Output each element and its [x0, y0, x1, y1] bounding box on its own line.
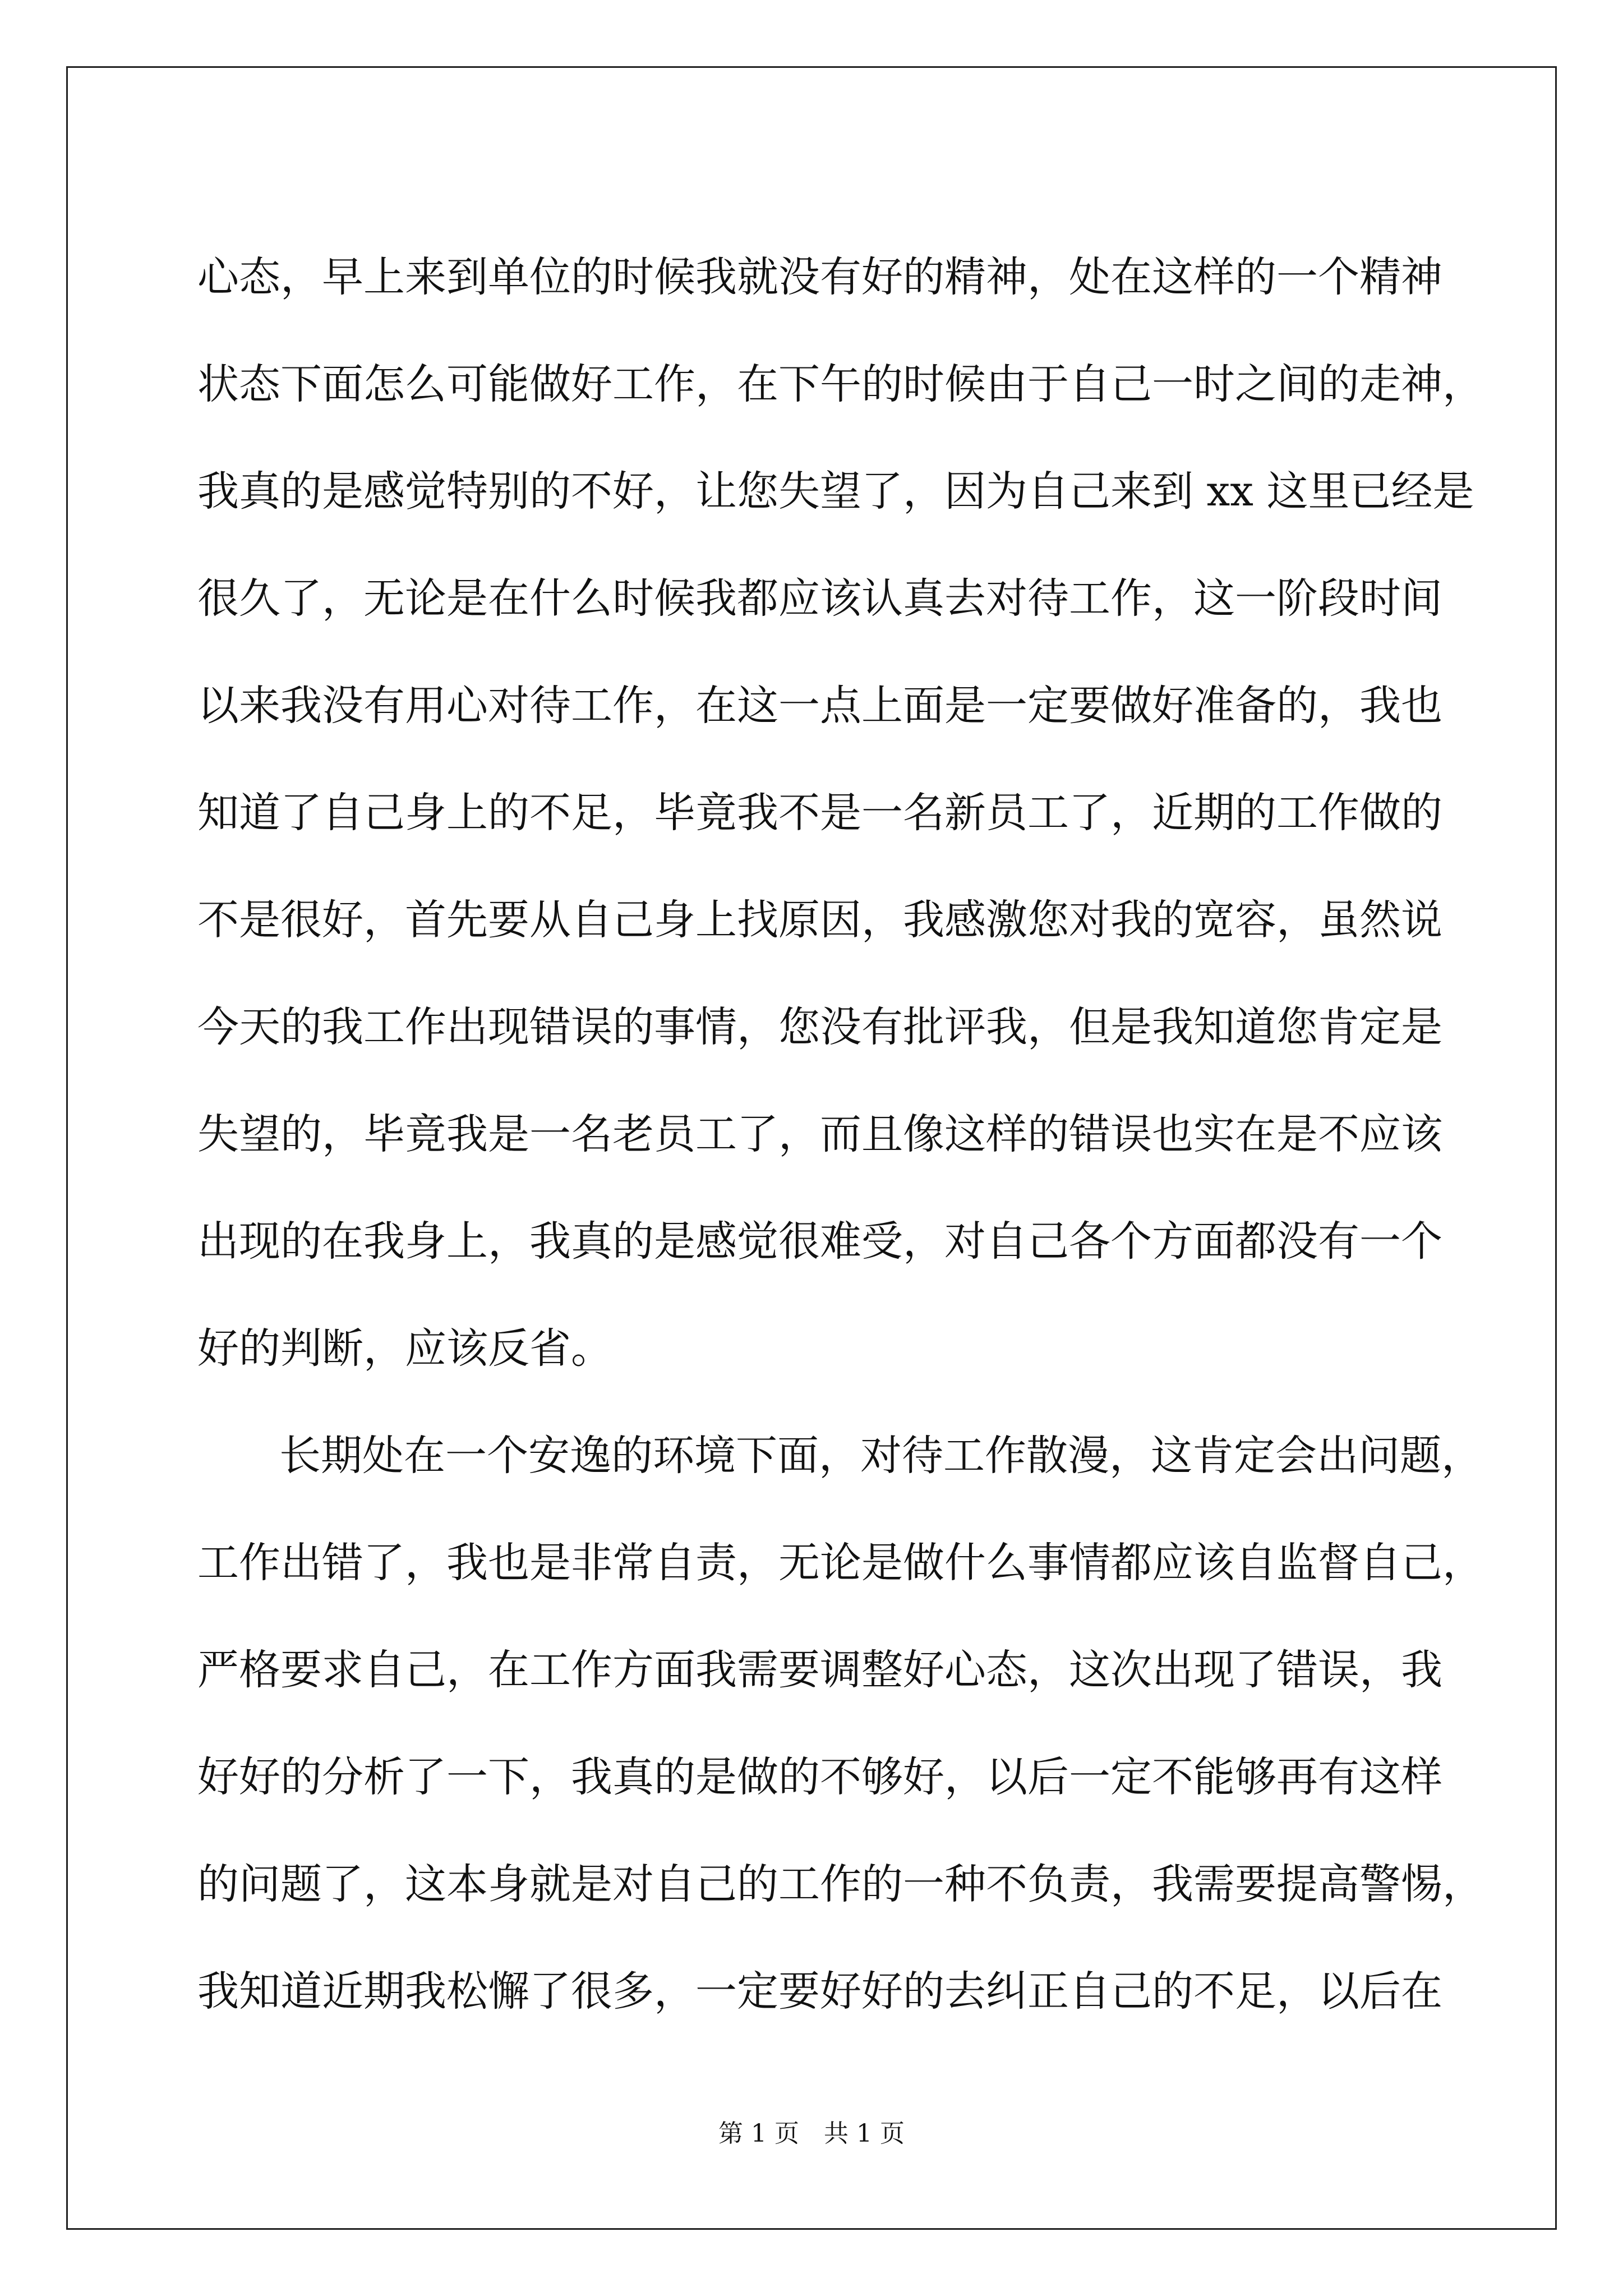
text-line: 状态下面怎么可能做好工作，在下午的时候由于自己一时之间的走神， — [197, 360, 1484, 408]
text-line: 很久了，无论是在什么时候我都应该认真去对待工作，这一阶段时间 — [197, 574, 1442, 623]
text-line: 我知道近期我松懈了很多，一定要好好的去纠正自己的不足，以后在 — [197, 1967, 1442, 2016]
text-line: 好好的分析了一下，我真的是做的不够好，以后一定不能够再有这样 — [197, 1752, 1442, 1801]
text-line-indented: 长期处在一个安逸的环境下面，对待工作散漫，这肯定会出问题， — [279, 1431, 1483, 1480]
document-body — [197, 223, 1484, 2045]
text-line: 以来我没有用心对待工作，在这一点上面是一定要做好准备的，我也 — [197, 681, 1442, 730]
text-line: 工作出错了，我也是非常自责，无论是做什么事情都应该自监督自己， — [197, 1538, 1484, 1587]
text-line: 今天的我工作出现错误的事情，您没有批评我，但是我知道您肯定是 — [197, 1002, 1442, 1051]
text-line: 好的判断，应该反省。 — [197, 1324, 612, 1373]
text-line: 出现的在我身上，我真的是感觉很难受，对自己各个方面都没有一个 — [197, 1217, 1442, 1266]
text-line: 严格要求自己，在工作方面我需要调整好心态，这次出现了错误，我 — [197, 1645, 1442, 1694]
text-line: 失望的，毕竟我是一名老员工了，而且像这样的错误也实在是不应该 — [197, 1110, 1442, 1158]
text-line: 的问题了，这本身就是对自己的工作的一种不负责，我需要提高警惕， — [197, 1860, 1484, 1908]
text-line: 知道了自己身上的不足，毕竟我不是一名新员工了，近期的工作做的 — [197, 788, 1442, 837]
page-footer: 第 1 页 共 1 页 — [718, 2119, 905, 2148]
text-line: 心态，早上来到单位的时候我就没有好的精神，处在这样的一个精神 — [197, 252, 1442, 301]
text-line: 不是很好，首先要从自己身上找原因，我感激您对我的宽容，虽然说 — [197, 895, 1442, 944]
text-line: 我真的是感觉特别的不好，让您失望了，因为自己来到 xx 这里已经是 — [197, 467, 1474, 516]
